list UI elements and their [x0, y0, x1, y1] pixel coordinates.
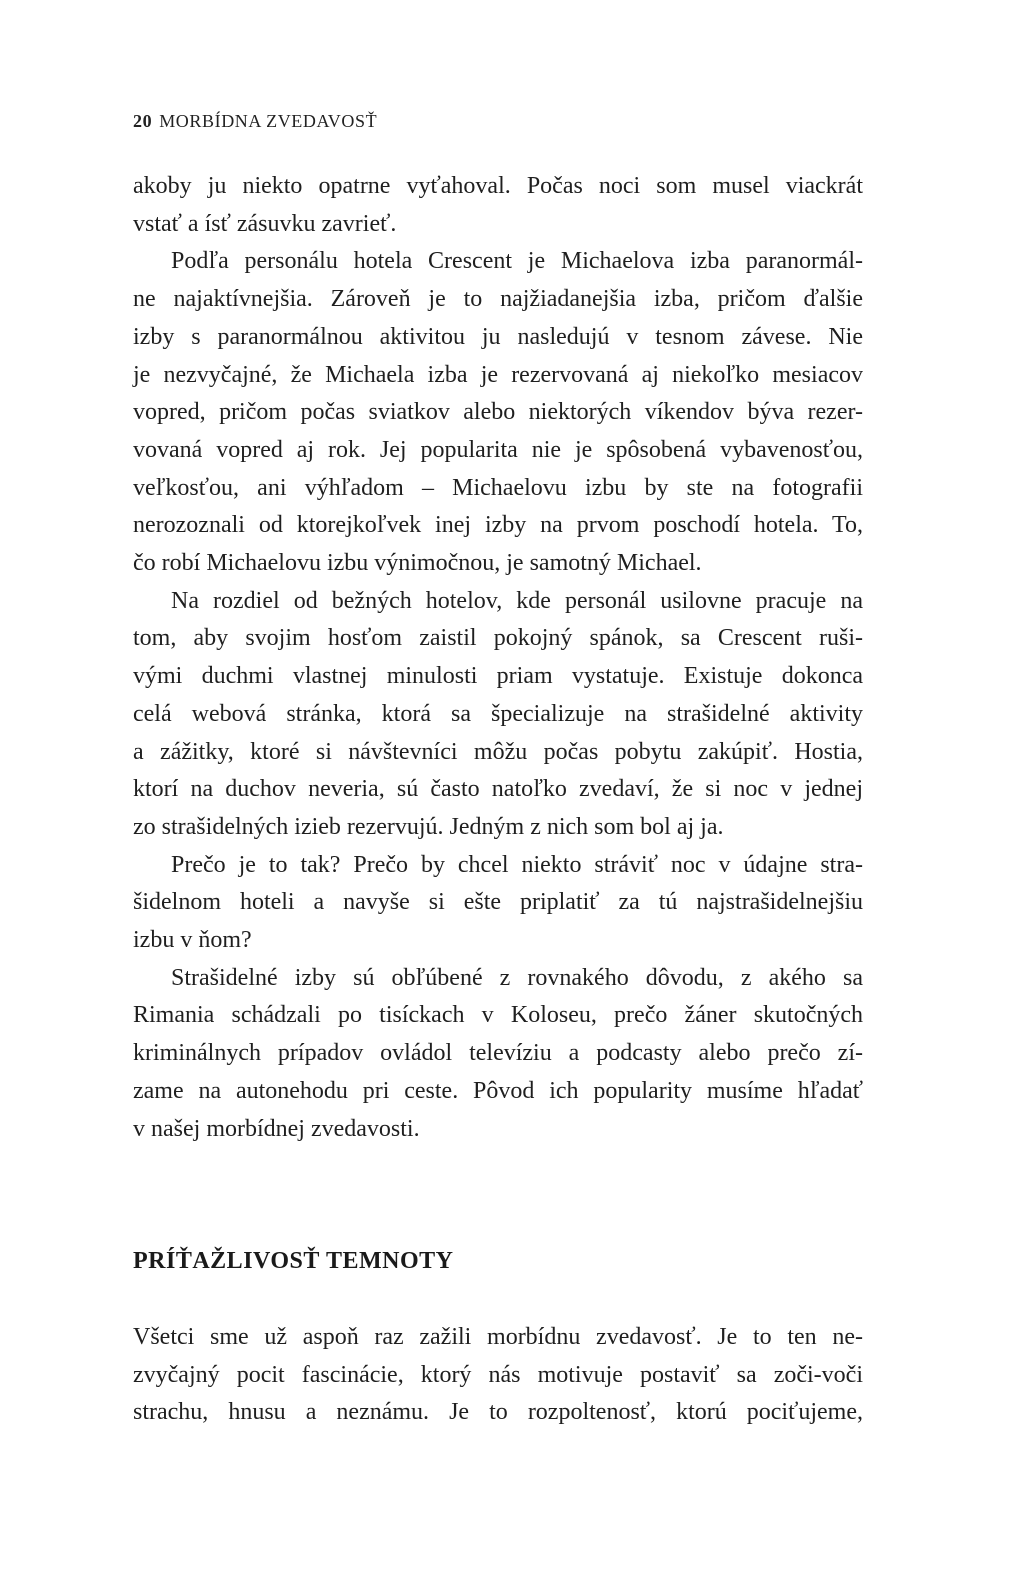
text-line: je nezvyčajné, že Michaela izba je rezervovaná aj niekoľko mesiacov — [133, 361, 863, 388]
section-heading: PRÍŤAŽLIVOSŤ TEMNOTY — [133, 1248, 454, 1274]
text-line: vými duchmi vlastnej minulosti priam vystatuje. Existuje dokonca — [133, 663, 863, 690]
text-line: Rimania schádzali po tisíckach v Koloseu, prečo žáner skutočných — [133, 1002, 863, 1029]
text-line: čo robí Michaelovu izbu výnimočnou, je samotný Michael. — [133, 550, 702, 577]
body-text-top — [133, 168, 863, 1148]
text-line: zo strašidelných izieb rezervujú. Jedným z nich som bol aj ja. — [133, 813, 724, 840]
text-line: ne najaktívnejšia. Zároveň je to najžiadanejšia izba, pričom ďalšie — [133, 286, 863, 313]
text-line: kriminálnych prípadov ovládol televíziu a podcasty alebo prečo zí- — [133, 1040, 863, 1067]
text-line: strachu, hnusu a neznámu. Je to rozpoltenosť, ktorú pociťujeme, — [133, 1399, 863, 1426]
text-line: vopred, pričom počas sviatkov alebo niektorých víkendov býva rezer- — [133, 399, 863, 426]
body-text-bottom — [133, 1319, 863, 1432]
text-line: vovaná vopred aj rok. Jej popularita nie je spôsobená vybavenosťou, — [133, 436, 863, 463]
running-title: MORBÍDNA ZVEDAVOSŤ — [159, 111, 378, 131]
page-number: 20 — [133, 111, 153, 131]
text-line: Prečo je to tak? Prečo by chcel niekto stráviť noc v údajne stra- — [171, 851, 863, 878]
text-line: Strašidelné izby sú obľúbené z rovnakého dôvodu, z akého sa — [171, 964, 863, 991]
text-line: izby s paranormálnou aktivitou ju nasledujú v tesnom závese. Nie — [133, 323, 863, 350]
text-line: šidelnom hoteli a navyše si ešte priplatiť za tú najstrašidelnejšiu — [133, 889, 863, 916]
text-line: nerozoznali od ktorejkoľvek inej izby na prvom poschodí hotela. To, — [133, 512, 863, 539]
text-line: veľkosťou, ani výhľadom – Michaelovu izbu by ste na fotografii — [133, 474, 863, 501]
text-line: a zážitky, ktoré si návštevníci môžu počas pobytu zakúpiť. Hostia, — [133, 738, 863, 765]
text-line: ktorí na duchov neveria, sú často natoľko zvedaví, že si noc v jednej — [133, 776, 863, 803]
text-line: izbu v ňom? — [133, 927, 252, 954]
text-line: tom, aby svojim hosťom zaistil pokojný spánok, sa Crescent ruši- — [133, 625, 863, 652]
text-line: vstať a ísť zásuvku zavrieť. — [133, 210, 397, 237]
running-header — [133, 107, 377, 135]
text-line: v našej morbídnej zvedavosti. — [133, 1115, 420, 1142]
text-line: Na rozdiel od bežných hotelov, kde personál usilovne pracuje na — [171, 587, 863, 614]
text-line: Podľa personálu hotela Crescent je Michaelova izba paranormál- — [171, 248, 863, 275]
text-line: zame na autonehodu pri ceste. Pôvod ich popularity musíme hľadať — [133, 1077, 863, 1104]
text-line: zvyčajný pocit fascinácie, ktorý nás motivuje postaviť sa zoči-voči — [133, 1361, 863, 1388]
text-line: Všetci sme už aspoň raz zažili morbídnu zvedavosť. Je to ten ne- — [133, 1324, 863, 1350]
text-line: celá webová stránka, ktorá sa špecializuje na strašidelné aktivity — [133, 700, 863, 727]
text-line: akoby ju niekto opatrne vyťahoval. Počas noci som musel viackrát — [133, 173, 863, 199]
